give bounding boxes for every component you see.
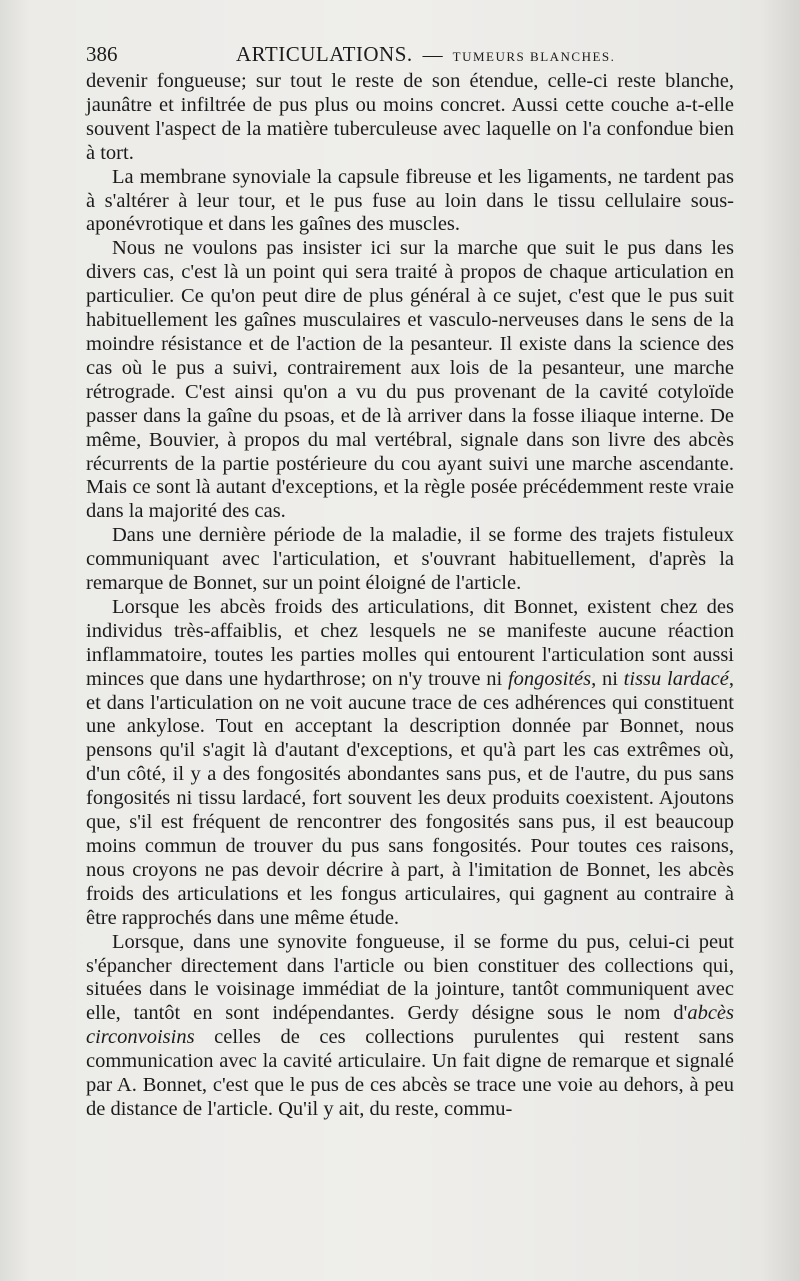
text-run: Lorsque, dans une synovite fongueuse, il se forme du pus, celui-ci peut s'épancher directement dans l'article ou bien constituer des collections qui, situées dans le voisinage immédiat de la jointure, tantôt communiquent avec elle, tantôt en sont indépendantes. Gerdy désigne sous le nom d': [86, 930, 734, 1025]
running-subtitle: TUMEURS BLANCHES.: [452, 49, 616, 64]
page-number: 386: [86, 42, 118, 66]
running-header: [86, 42, 734, 72]
italic-term-abces-circonvoisins: abcès circonvoisins: [86, 1002, 734, 1049]
running-separator: —: [422, 44, 443, 66]
running-title: ARTICULATIONS.: [236, 42, 413, 66]
text-run: , ni: [591, 667, 624, 690]
paragraph-fistulous-tracts: Dans une dernière période de la maladie, il se forme des trajets fistuleux communiquant avec l'articulation, et s'ouvrant habituellement, d'après la remarque de Bonnet, sur un point éloigné de l'article.: [86, 524, 734, 595]
paragraph-continuation: devenir fongueuse; sur tout le reste de son étendue, celle-ci reste blanche, jaunâtre et infiltrée de pus plus ou moins concret. Aussi cette couche a-t-elle souvent l'aspect de la matière tuberculeuse avec laquelle on l'a confondue bien à tort.: [86, 70, 734, 164]
body-text: [86, 70, 734, 1122]
italic-term-fongosites: fongosités: [507, 667, 592, 690]
text-run: Lorsque les abcès froids des articulations, dit Bonnet, existent chez des individus très-affaiblis, et chez lesquels ne se manifeste aucune réaction inflammatoire, toutes les parties molles qui entourent l'articulation sont aussi minces que dans une hydarthrose; on n'y trouve ni: [86, 595, 734, 690]
text-run: celles de ces collections purulentes qui restent sans communication avec la cavité articulaire. Un fait digne de remarque et signalé par A. Bonnet, c'est que le pus de ces abcès se trace une voie au dehors, à peu de distance de l'article. Qu'il y ait, du reste, commu-: [86, 1026, 734, 1120]
text-run: , et dans l'articulation on ne voit aucune trace de ces adhérences qui constituent une ankylose. Tout en acceptant la description donnée par Bonnet, nous pensons qu'il s'agit là d'autant d'exceptions, et qu'à part les cas extrêmes où, d'un côté, il y a des fongosités abondantes sans pus, et de l'autre, du pus sans fongosités ni tissu lardacé, fort souvent les deux produits coexistent. Ajoutons que, s'il est fréquent de rencontrer des fongosités sans pus, il est beaucoup moins commun de trouver du pus sans fongosités. Pour toutes ces raisons, nous croyons ne pas devoir décrire à part, à l'imitation de Bonnet, les abcès froids des articulations et les fongus articulaires, qui gagnent au contraire à être rapprochés dans une même étude.: [86, 667, 734, 929]
italic-term-tissu-lardace: tissu lardacé: [623, 667, 729, 690]
paragraph-pus-course: Nous ne voulons pas insister ici sur la marche que suit le pus dans les divers cas, c'est là un point qui sera traité à propos de chaque articulation en particulier. Ce qu'on peut dire de plus général à ce sujet, c'est que le pus suit habituellement les gaînes musculaires et vasculo-nerveuses dans le sens de la moindre résistance et de l'action de la pesanteur. Il existe dans la science des cas où le pus a suivi, contrairement aux lois de la pesanteur, une marche rétrograde. C'est ainsi qu'on a vu du pus provenant de la cavité cotyloïde passer dans la gaîne du psoas, et de là arriver dans la fosse iliaque interne. De même, Bouvier, à propos du mal vertébral, signale dans son livre des abcès récurrents de la partie postérieure du cou ayant suivi une marche ascendante. Mais ce sont là autant d'exceptions, et la règle posée précédemment reste vraie dans la majorité des cas.: [86, 237, 734, 523]
paragraph-fungous-synovitis: [86, 931, 734, 1122]
paragraph-cold-abscesses: [86, 596, 734, 931]
paragraph-synovial-membrane: La membrane synoviale la capsule fibreuse et les ligaments, ne tardent pas à s'altérer à leur tour, et le pus fuse au loin dans le tissu cellulaire sous-aponévrotique et dans les gaînes des muscles.: [86, 165, 734, 236]
